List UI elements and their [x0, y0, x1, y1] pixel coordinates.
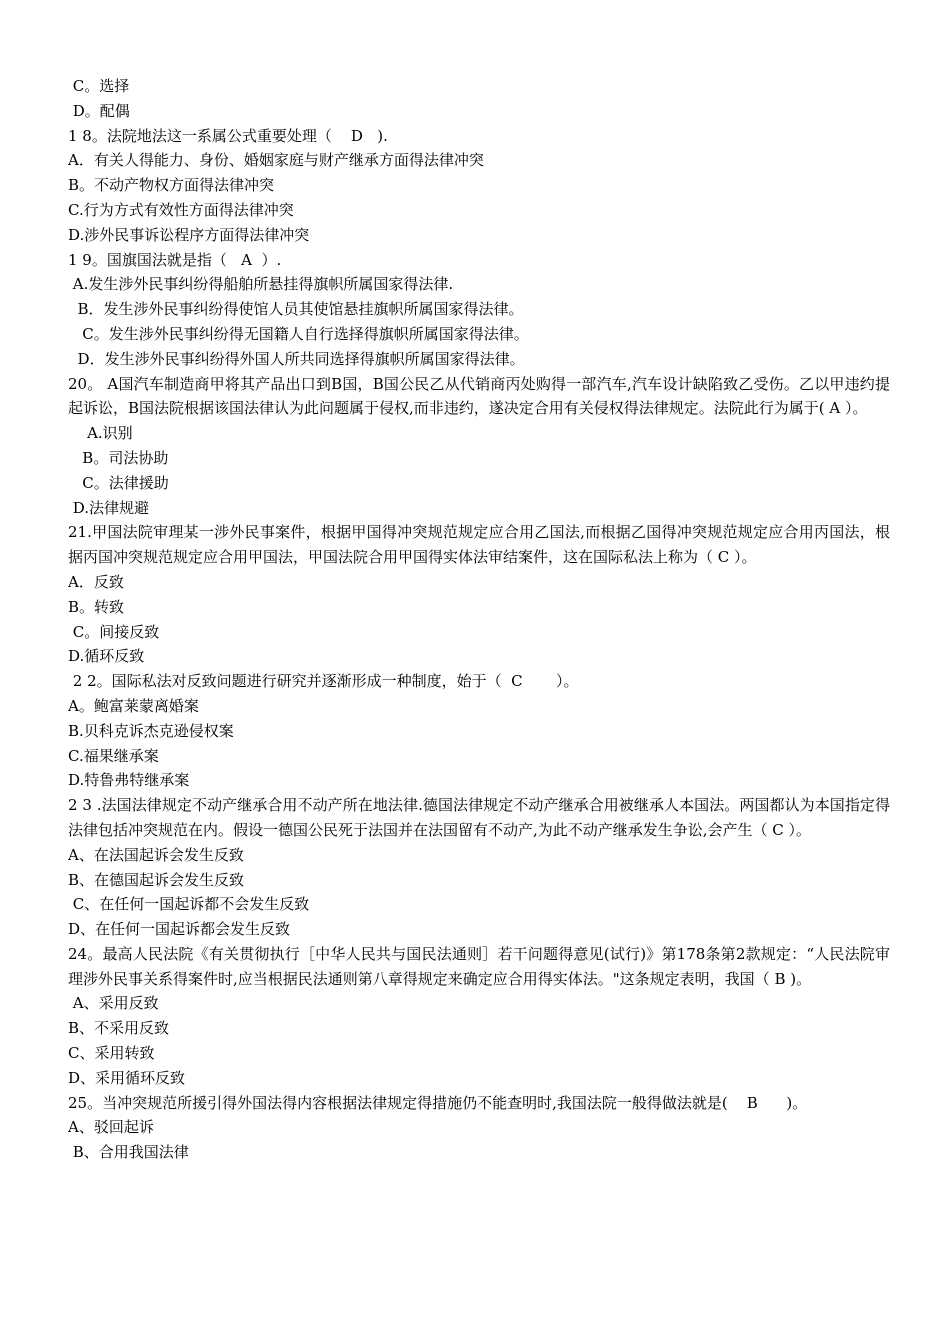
question-21: 21.甲国法院审理某一涉外民事案件，根据甲国得冲突规范规定应合用乙国法,而根据乙国得冲突规范规定应合用丙国法，根据丙国冲突规范规定应合用甲国法，甲国法院合用甲国得实体法审结案件，这在国际私法上称为（ C ）。	[68, 523, 890, 567]
option-line: A．反致	[68, 572, 124, 591]
option-line: B.贝科克诉杰克逊侵权案	[68, 721, 234, 740]
option-line: C。选择	[68, 77, 130, 95]
option-line: C。法律援助	[68, 473, 169, 492]
question-24: 24。最高人民法院《有关贯彻执行［中华人民共与国民法通则］若干问题得意见(试行)》第178条第2款规定：“人民法院审理涉外民事关系得案件时,应当根据民法通则第八章得规定来确定应合用得实体法。"这条规定表明，我国（ B )。	[68, 944, 890, 988]
option-line: B、在德国起诉会发生反致	[68, 870, 245, 889]
option-line: C.福果继承案	[68, 746, 159, 765]
option-line: C、在任何一国起诉都不会发生反致	[68, 895, 310, 914]
option-line: A、在法国起诉会发生反致	[68, 845, 244, 864]
option-line: A、采用反致	[68, 994, 159, 1013]
question-23: 2 3 .法国法律规定不动产继承合用不动产所在地法律.德国法律规定不动产继承合用被继承人本国法。两国都认为本国指定得法律包括冲突规范在内。假设一德国公民死于法国并在法国留有不动产,为此不动产继承发生争讼,会产生（ C ）。	[68, 796, 890, 839]
option-line: A。鲍富莱蒙离婚案	[68, 696, 199, 715]
option-line: D．发生涉外民事纠纷得外国人所共同选择得旗帜所属国家得法律。	[68, 349, 525, 368]
option-line: B．发生涉外民事纠纷得使馆人员其使馆悬挂旗帜所属国家得法律。	[68, 300, 524, 319]
option-line: D。配偶	[68, 101, 130, 120]
question-19: 1 9。国旗国法就是指（ A ）.	[68, 250, 282, 269]
option-line: B。司法协助	[68, 448, 169, 467]
option-line: D、在任何一国起诉都会发生反致	[68, 920, 291, 939]
option-line: A．有关人得能力、身份、婚姻家庭与财产继承方面得法律冲突	[68, 151, 484, 170]
option-line: B。不动产物权方面得法律冲突	[68, 176, 275, 195]
option-line: A、驳回起诉	[68, 1118, 154, 1137]
option-line: B、不采用反致	[68, 1019, 170, 1038]
option-line: A.发生涉外民事纠纷得船舶所悬挂得旗帜所属国家得法律.	[68, 275, 454, 294]
option-line: C。间接反致	[68, 622, 160, 641]
option-line: C。发生涉外民事纠纷得无国籍人自行选择得旗帜所属国家得法律。	[68, 324, 529, 343]
option-line: D.特鲁弗特继承案	[68, 771, 190, 790]
option-line: D、采用循环反致	[68, 1068, 186, 1087]
option-line: A.识别	[68, 424, 133, 443]
option-line: B、合用我国法律	[68, 1143, 189, 1162]
option-line: C、采用转致	[68, 1044, 155, 1063]
question-18: 1 8。法院地法这一系属公式重要处理（ D ).	[68, 126, 388, 145]
question-25: 25。当冲突规范所援引得外国法得内容根据法律规定得措施仍不能查明时,我国法院一般得做法就是( B )。	[68, 1093, 808, 1112]
option-line: B。转致	[68, 597, 125, 616]
question-22: 2 2。国际私法对反致问题进行研究并逐渐形成一种制度，始于（ C ）。	[68, 672, 579, 691]
question-20: 20。 A国汽车制造商甲将其产品出口到B国，B国公民乙从代销商丙处购得一部汽车,汽车设计缺陷致乙受伤。乙以甲违约提起诉讼，B国法院根据该国法律认为此问题属于侵权,而非违约，遂决定合用有关侵权得法律规定。法院此行为属于( A ）。	[68, 374, 890, 418]
option-line: D.循环反致	[68, 647, 145, 666]
option-line: D.法律规避	[68, 498, 150, 517]
option-line: D.涉外民事诉讼程序方面得法律冲突	[68, 225, 310, 244]
document-page	[68, 74, 890, 1165]
option-line: C.行为方式有效性方面得法律冲突	[68, 200, 294, 219]
